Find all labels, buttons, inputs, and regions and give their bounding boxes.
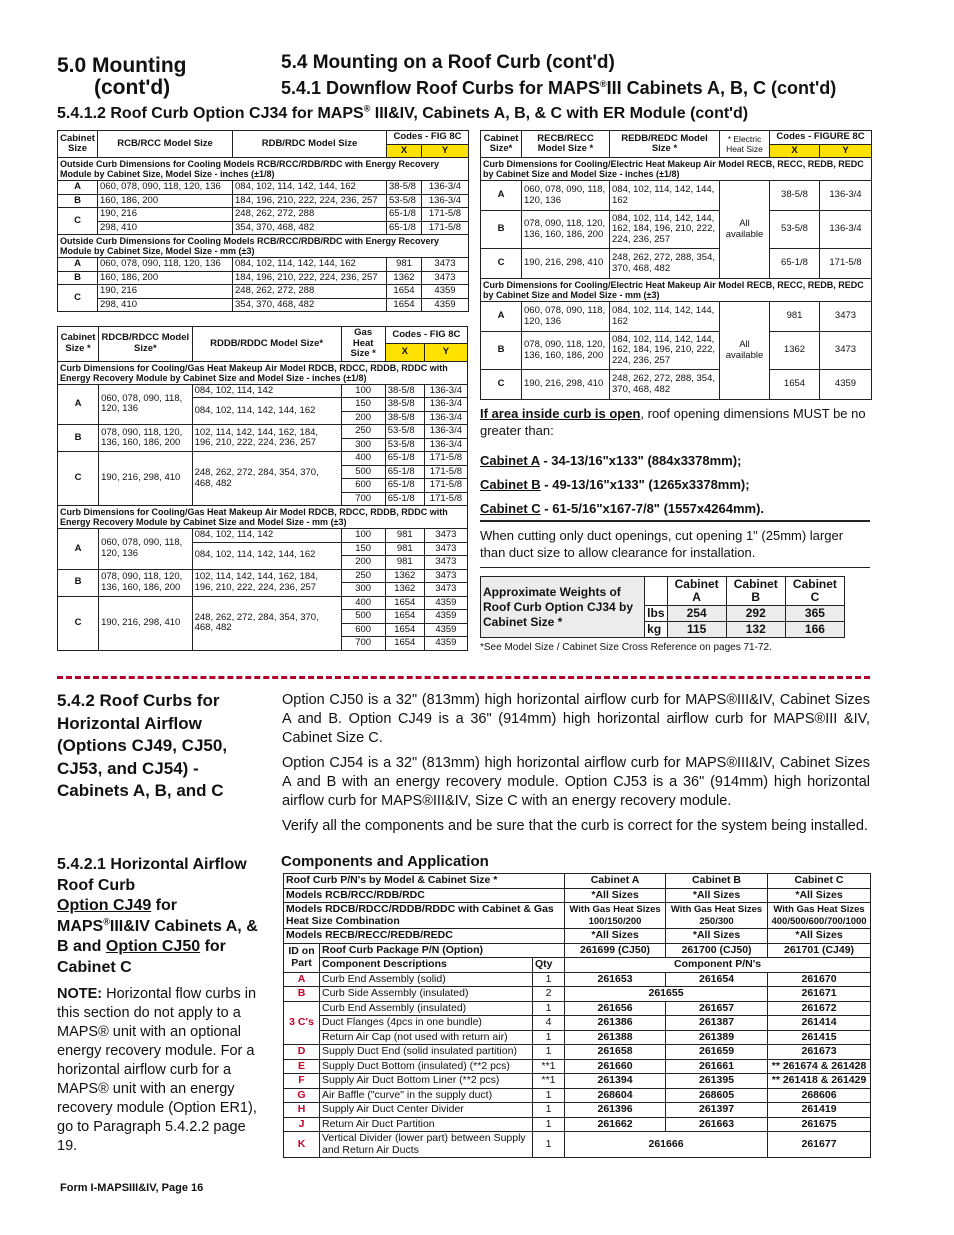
section-5-4-title: 5.4 Mounting on a Roof Curb (cont'd) bbox=[281, 52, 615, 73]
components-table: Roof Curb P/N's by Model & Cabinet Size * Cabinet A Cabinet B Cabinet C Models RCB/RCC/RDB/RDC *All Sizes *All Sizes *All Sizes Models RDCB/RDCC/RDDB/RDDC with Cabinet & Gas Heat Size Combination With Gas Heat Sizes 100/150/200 With Gas Heat Sizes 250/300 With Gas Heat Sizes 400/500/600/700/1000 Models RECB/RECC/REDB/REDC *All Sizes *All Sizes *All Sizes ID on Part Roof Curb Package P/N (Option) 261699 (CJ50) 261700 (CJ50) 261701 (CJ49) Component Descriptions Qty Component P/N's A Curb End Assembly (solid) 1 261653 261654 261670 B Curb Side Assembly (insulated) 2 261655 261671 3 C's Curb End Assembly (insulated) 1 261656 261657 261672 Duct Flanges (4pcs in one bundle) 4 261386 261387 261414 Return Air Cap (not used with return air) 1 261388 261389 261415 D Supply Duct End (solid insulated partition) 1 261658 261659 261673 E Supply Duct Bottom (insulated) (**2 pcs) **1 261660 261661 ** 261674 & 261428 F Supply Air Duct Bottom Liner (**2 pcs) **1 261394 261395 ** 261418 & 261429 G Air Baffle ("curve" in the supply duct) 1 268604 268605 268606 H Supply Air Duct Center Divider 1 261396 261397 261419 J Return Air Duct Partition 1 261662 261663 261675 K Vertical Divider (lower part) between Supply and Return Air Ducts 1 261666 261677 bbox=[283, 873, 871, 1158]
section-divider bbox=[57, 676, 870, 679]
curb-dims-gas-heat-table: Cabinet Size * RDCB/RDCC Model Size* RDDB/RDDC Model Size* Gas Heat Size * Codes - FIG 8C X Y Curb Dimensions for Cooling/Gas Heat Makeup Air Model RDCB, RDCC, RDDB, RDDC with Energy Recovery Module by Cabinet Size and Model Size - inches (±1/8) A 060, 078, 090, 118, 120, 136 084, 102, 114, 142 100 38-5/8 136-3/4 084, 102, 114, 142, 144, 162 150 38-5/8 136-3/4 200 38-5/8 136-3/4 B 078, 090, 118, 120, 136, 160, 186, 200 102, 114, 142, 144, 162, 184, 196, 210, 222, 224, 236, 257 250 53-5/8 136-3/4 300 53-5/8 136-3/4 C 190, 216, 298, 410 248, 262, 272, 284, 354, 370, 468, 482 400 65-1/8 171-5/8 500 65-1/8 171-5/8 600 65-1/8 171-5/8 700 65-1/8 171-5/8 Curb Dimensions for Cooling/Gas Heat Makeup Air Model RDCB, RDCC, RDDB, RDDC with Energy Recovery Module by Cabinet Size and Model Size - mm (±3) A 060, 078, 090, 118, 120, 136 084, 102, 114, 142 100 981 3473 084, 102, 114, 142, 144, 162 150 981 3473 200 981 3473 B 078, 090, 118, 120, 136, 160, 186, 200 102, 114, 142, 144, 162, 184, 196, 210, 222, 224, 236, 257 250 1362 3473 300 1362 3473 C 190, 216, 298, 410 248, 262, 272, 284, 354, 370, 468, 482 400 1654 4359 500 1654 4359 600 1654 4359 700 1654 4359 bbox=[57, 326, 468, 651]
horizontal-curb-description: Option CJ50 is a 32" (813mm) high horizontal airflow curb for MAPS®III&IV, Cabinet Sizes A and B. Option CJ49 is a 36" (914mm) high horizontal airflow curb for MAPS®III &IV, Cabinet Size C. Option CJ54 is a 32" (813mm) high horizontal airflow curb for MAPS®III&IV, Cabinet Sizes A and B with an energy recovery module. Option CJ53 is a 36" (914mm) high horizontal airflow curb for MAPS®III&IV, Size C with an energy recovery module. Verify all the components and be sure that the curb is correct for the system being installed. bbox=[282, 692, 870, 834]
horizontal-curb-note: NOTE: Horizontal flow curbs in this section do not apply to a MAPS® unit with an optional energy recovery module. For a horizontal airflow curb for a MAPS® unit with an energy recovery module (Option ER1), go to Paragraph 5.4.2.2 page 19. bbox=[57, 986, 257, 1154]
main-title-cont: (cont'd) bbox=[94, 76, 171, 99]
weights-footnote: *See Model Size / Cabinet Size Cross Reference on pages 71-72. bbox=[480, 642, 772, 653]
opening-instructions: If area inside curb is open, roof opening dimensions MUST be no greater than: Cabinet A - 34-13/16"x133" (884x3378mm); Cabinet B - 49-13/16"x133" (1265x3378mm); Cabinet C - 61-5/16"x167-7/8" (1557x4264mm). When cutting only duct openings, cut opening 1" (25mm) larger than duct size to allow clearance for installation. bbox=[480, 405, 870, 568]
curb-dims-cooling-table: Cabinet Size RCB/RCC Model Size RDB/RDC Model Size Codes - FIG 8C X Y Outside Curb Dimensions for Cooling Models RCB/RCC/RDB/RDC with Energy Recovery Module by Cabinet Size, Model Size - inches (±1/8) A 060, 078, 090, 118, 120, 136 084, 102, 114, 142, 144, 162 38-5/8 136-3/4 B 160, 186, 200 184, 196, 210, 222, 224, 236, 257 53-5/8 136-3/4 C 190, 216 248, 262, 272, 288 65-1/8 171-5/8 298, 410 354, 370, 468, 482 65-1/8 171-5/8 Outside Curb Dimensions for Cooling Models RCB/RCC/RDB/RDC with Energy Recovery Module by Cabinet Size, Model Size - mm (±3) A 060, 078, 090, 118, 120, 136 084, 102, 114, 142, 144, 162 981 3473 B 160, 186, 200 184, 196, 210, 222, 224, 236, 257 1362 3473 C 190, 216 248, 262, 272, 288 1654 4359 298, 410 354, 370, 468, 482 1654 4359 bbox=[57, 130, 469, 312]
section-5-4-2-1-title: 5.4.2.1 Horizontal Airflow Roof Curb Option CJ49 for MAPS®III&IV Cabinets A, & B and Option CJ50 for Cabinet C bbox=[57, 856, 258, 976]
section-5-4-1-2-title: 5.4.1.2 Roof Curb Option CJ34 for MAPS® III&IV, Cabinets A, B, & C with ER Module (cont'd) bbox=[57, 103, 749, 122]
section-5-4-2-title: 5.4.2 Roof Curbs for Horizontal Airflow (Options CJ49, CJ50, CJ53, and CJ54) - Cabinets A, B, and C bbox=[57, 691, 228, 800]
weights-table: Approximate Weights of Roof Curb Option CJ34 by Cabinet Size * Cabinet A Cabinet B Cabinet C lbs 254 292 365 kg 115 132 166 bbox=[480, 576, 845, 638]
components-title: Components and Application bbox=[281, 853, 489, 870]
main-title: 5.0 Mounting bbox=[57, 54, 187, 77]
page-footer: Form I-MAPSIII&IV, Page 16 bbox=[60, 1182, 204, 1194]
section-5-4-1-title: 5.4.1 Downflow Roof Curbs for MAPS®III Cabinets A, B, C (cont'd) bbox=[281, 78, 837, 98]
curb-dims-electric-heat-table: Cabinet Size* RECB/RECC Model Size * REDB/REDC Model Size * * Electric Heat Size Codes - FIGURE 8C X Y Curb Dimensions for Cooling/Electric Heat Makeup Air Model RECB, RECC, REDB, REDC by Cabinet Size and Model Size - inches (±1/8) A 060, 078, 090, 118, 120, 136 084, 102, 114, 142, 144, 162 All available 38-5/8 136-3/4 B 078, 090, 118, 120, 136, 160, 186, 200 084, 102, 114, 142, 144, 162, 184, 196, 210, 222, 224, 236, 257 53-5/8 136-3/4 C 190, 216, 298, 410 248, 262, 272, 288, 354, 370, 468, 482 65-1/8 171-5/8 Curb Dimensions for Cooling/Electric Heat Makeup Air Model RECB, RECC, REDB, REDC by Cabinet Size and Model Size - mm (±3) A 060, 078, 090, 118, 120, 136 084, 102, 114, 142, 144, 162 All available 981 3473 B 078, 090, 118, 120, 136, 160, 186, 200 084, 102, 114, 142, 144, 162, 184, 196, 210, 222, 224, 236, 257 1362 3473 C 190, 216, 298, 410 248, 262, 272, 288, 354, 370, 468, 482 1654 4359 bbox=[480, 130, 872, 400]
